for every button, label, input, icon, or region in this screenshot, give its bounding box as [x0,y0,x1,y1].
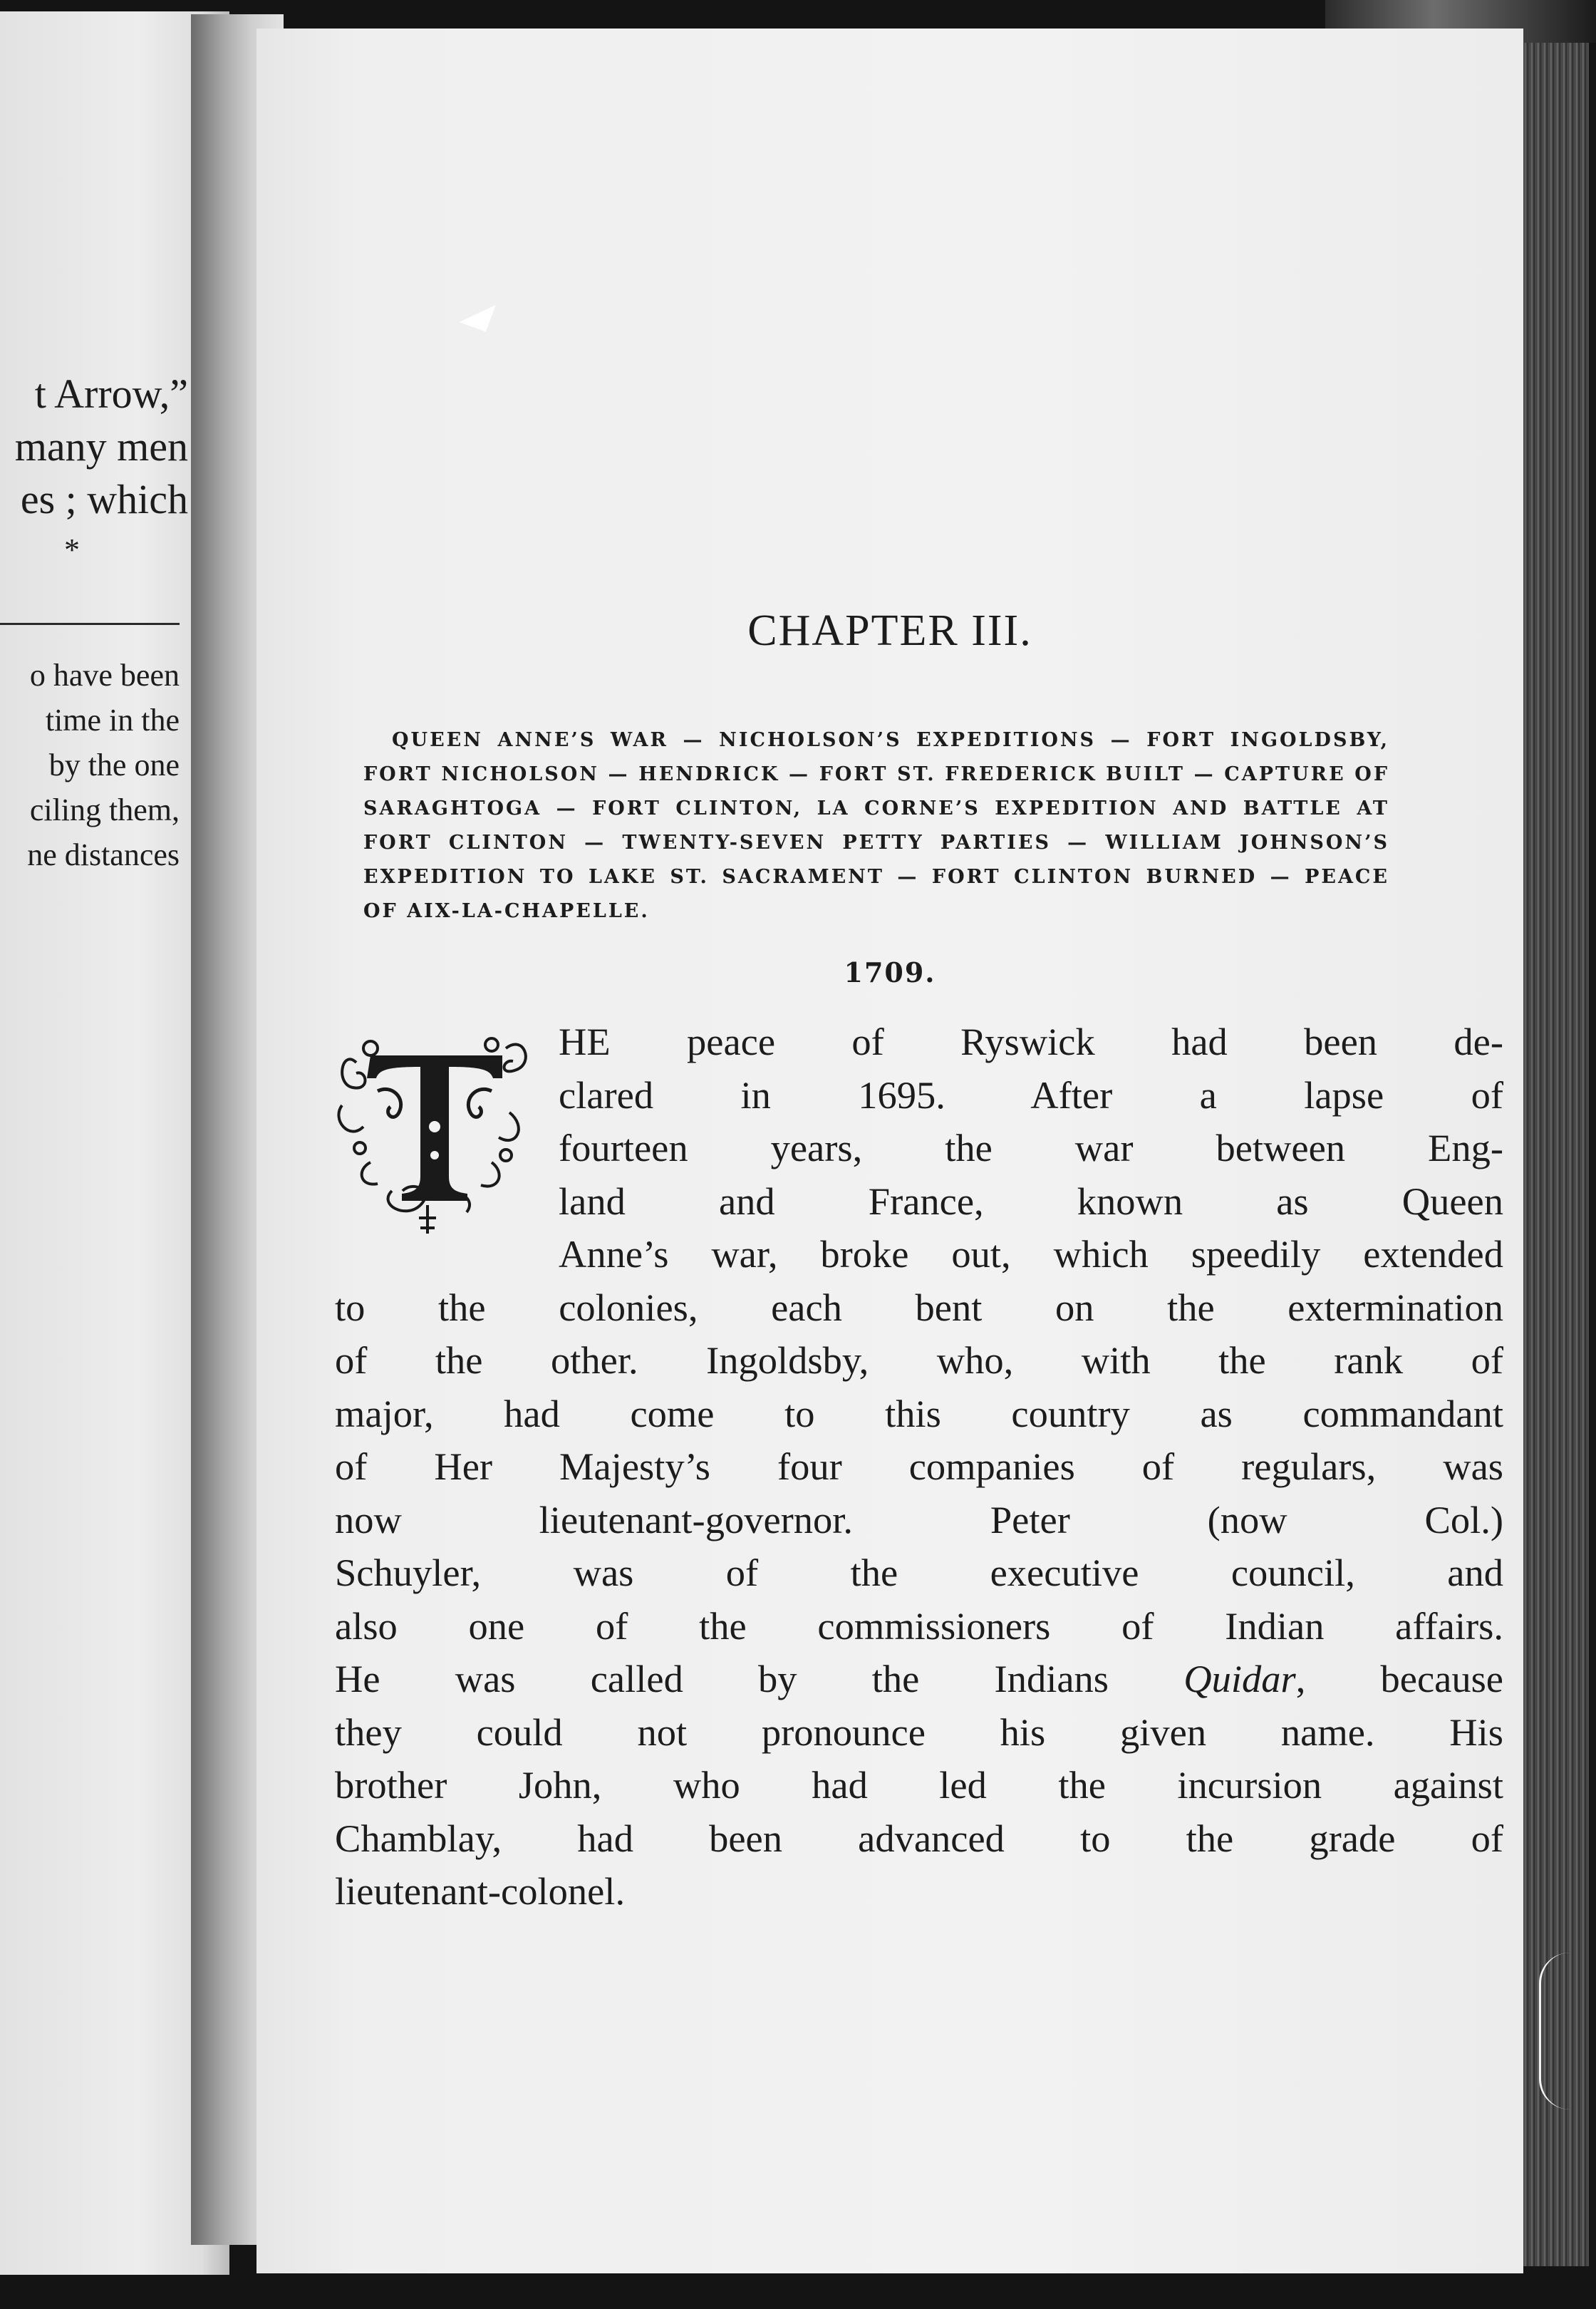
text-line: to the colonies, each bent on the extermination [335,1285,1503,1329]
text-line: HE peace of Ryswick had been de- [559,1020,1503,1063]
footnote-asterisk: * [64,532,80,567]
text-line: Anne’s war, broke out, which speedily extended [559,1232,1503,1276]
text-line: Chamblay, had been advanced to the grade of [335,1816,1503,1860]
text-line: major, had come to this country as commandant [335,1391,1503,1435]
footnote-line: by the one [48,748,180,782]
text-segment: , because [1295,1657,1503,1700]
text-line: clared in 1695. After a lapse of [559,1073,1503,1117]
text-line: also one of the commissioners of Indian affairs. [335,1603,1503,1648]
text-line: land and France, known as Queen [559,1179,1503,1223]
text-line: Schuyler, was of the executive council, and [335,1551,1503,1594]
chapter-title: CHAPTER III. [747,606,1032,655]
text-line: fourteen years, the war between Eng- [559,1126,1503,1169]
previous-page-text [15,368,188,526]
footnote-line: ne distances [27,837,180,872]
book-fore-edge [1523,43,1589,2266]
chapter-body [335,1016,1503,1918]
page-smudge [1539,1953,1570,2109]
previous-page-line: es ; which [20,476,188,522]
text-segment: He was called by the Indians [335,1657,1184,1700]
chapter-year: 1709. [844,956,936,988]
footnote-line: o have been [29,658,180,693]
previous-page-line: t Arrow,” [34,371,188,417]
text-line: they could not pronounce his given name. His [335,1710,1503,1754]
previous-page-footnotes [27,653,180,877]
text-line: of the other. Ingoldsby, who, with the rank of [335,1338,1503,1382]
footnote-rule [0,623,180,625]
text-line: brother John, who had led the incursion against [335,1763,1503,1807]
previous-page-line: many men [14,423,188,470]
footnote-line: time in the [45,703,180,738]
text-line: now lieutenant-governor. Peter (now Col.) [335,1497,1503,1541]
footnote-line: ciling them, [29,792,180,827]
text-line: lieutenant-colonel. [335,1869,626,1913]
text-line [335,1653,1503,1706]
current-page [256,29,1523,2273]
text-line: of Her Majesty’s four companies of regulars, was [335,1445,1503,1488]
italic-word: Quidar [1183,1657,1296,1700]
chapter-synopsis [363,723,1389,929]
chapter-synopsis-text: QUEEN ANNE’S WAR — NICHOLSON’S EXPEDITIONS — FORT INGOLDSBY, FORT NICHOLSON — HENDRICK — FORT ST. FREDERICK BUILT — CAPTURE OF SARAGHTOGA — FORT CLINTON, LA CORNE’S EXPEDITION AND BATTLE AT FORT CLINTON — TWENTY-SEVEN PETTY PARTIES — WILLIAM JOHNSON’S EXPEDITION TO LAKE ST. SACRAMENT — FORT CLINTON BURNED — PEACE OF AIX-LA-CHAPELLE. [363,729,1389,922]
ornamental-dropcap-icon [328,1020,542,1234]
paper-mark [459,295,495,331]
